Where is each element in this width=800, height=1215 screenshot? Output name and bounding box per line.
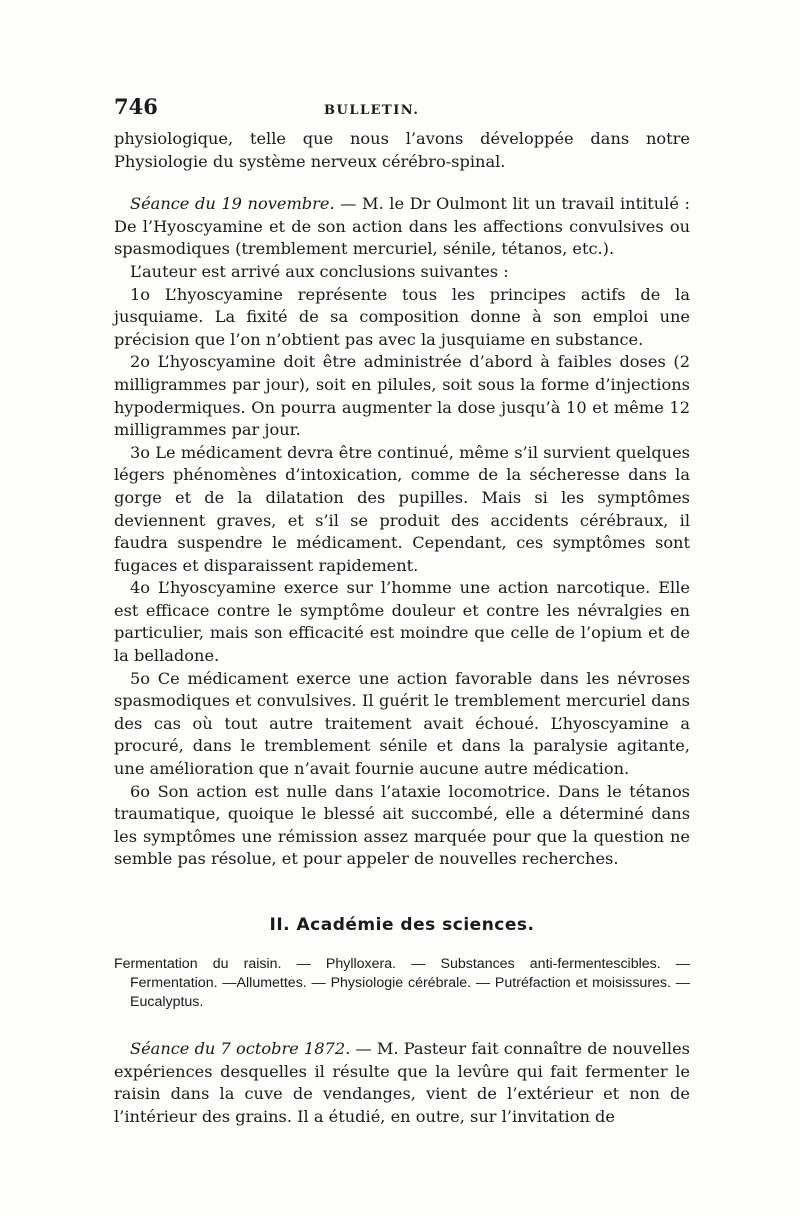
paragraph-conclusion-2: 2o L’hyoscyamine doit être administrée d’abord à faibles doses (2 milligrammes par jour), soit en pilules, soit sous la forme d’injections hypodermiques. On pourra augmenter la dose jusqu’à 10 et même 12 milligrammes par jour. [114,352,690,440]
paragraph-continuation: physiologique, telle que nous l’avons développée dans notre Physiologie du système nerveux cérébro-spinal. [114,129,690,171]
paragraph-conclusions-intro: L’auteur est arrivé aux conclusions suivantes : [130,261,509,281]
paragraph-conclusion-1: 1o L’hyoscyamine représente tous les principes actifs de la jusquiame. La fixité de sa composition donne à son emploi une précision que l’on n’obtient pas avec la jusquiame en substance. [114,284,690,349]
paragraph-seance-7-octobre [114,1038,690,1128]
page-number: 746 [114,94,158,119]
paragraph-conclusion-3: 3o Le médicament devra être continué, même s’il survient quelques légers phénomènes d’intoxication, comme de la sécheresse dans la gorge et de la dilatation des pupilles. Mais si les symptômes deviennent graves, et s’il se produit des accidents cérébraux, il faudra suspendre le médicament. Cependant, ces symptômes sont fugaces et disparaissent rapidement. [114,442,690,575]
closing-date: Séance du 7 octobre 1872. [130,1039,351,1058]
paragraph-conclusion-5: 5o Ce médicament exerce une action favorable dans les névroses spasmodiques et convulsives. Il guérit le tremblement mercuriel dans des cas où tout autre traitement avait échoué. L’hyoscyamine a procuré, dans le tremblement sénile et dans la paralysie agitante, une amélioration que n’avait fournie aucune autre médication. [114,668,690,779]
body-text [114,128,690,871]
seance-text: — M. le Dr Oulmont lit un travail intitulé : De l’Hyoscyamine et de son action dans les affections convulsives ou spasmodiques (tremblement mercuriel, sénile, tétanos, etc.). [114,194,690,259]
section-heading: II. Académie des sciences. [269,915,535,935]
closing-block [114,1038,690,1128]
paragraph-seance-19-novembre [114,193,690,261]
running-head [114,94,690,128]
running-title: BULLETIN. [324,103,420,118]
paragraph-conclusion-4: 4o L’hyoscyamine exerce sur l’homme une action narcotique. Elle est efficace contre le symptôme douleur et contre les névralgies en particulier, mais son efficacité est moindre que celle de l’opium et de la belladone. [114,578,690,666]
section-summary: Fermentation du raisin. — Phylloxera. — Substances anti-fermentescibles. — Fermentation. —Allumettes. — Physiologie cérébrale. — Putréfaction et moisissures. — Eucalyptus. [114,956,690,1010]
seance-date: Séance du 19 novembre. [130,194,335,214]
paragraph-conclusion-6: 6o Son action est nulle dans l’ataxie locomotrice. Dans le tétanos traumatique, quoique le blessé ait succombé, elle a déterminé dans les symptômes une rémission assez marquée pour que la question ne semble pas résolue, et pour appeler de nouvelles recherches. [114,781,690,869]
closing-text: — M. Pasteur fait connaître de nouvelles expériences desquelles il résulte que la levûre qui fait fermenter le raisin dans la cuve de vendanges, vient de l’extérieur et non de l’intérieur des grains. Il a étudié, en outre, sur l’invitation de [114,1039,690,1126]
